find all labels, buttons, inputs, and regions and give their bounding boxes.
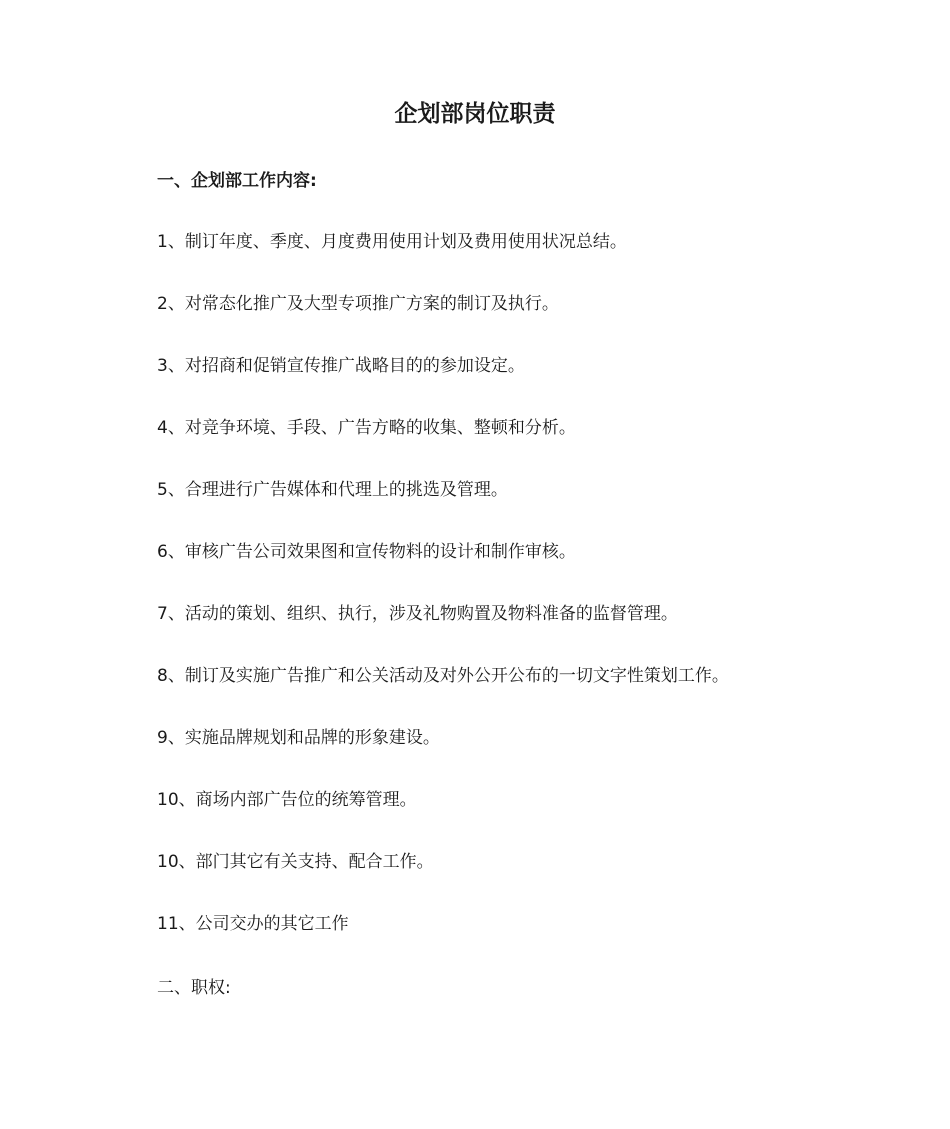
list-item: 4、对竞争环境、手段、广告方略的收集、整顿和分析。	[157, 418, 576, 438]
list-item: 10、部门其它有关支持、配合工作。	[157, 852, 434, 872]
list-item: 5、合理进行广告媒体和代理上的挑选及管理。	[157, 480, 508, 500]
list-item: 10、商场内部广告位的统筹管理。	[157, 790, 417, 810]
section-heading-work-content: 一、企划部工作内容:	[157, 171, 317, 191]
duty-list	[157, 229, 729, 973]
list-item: 9、实施品牌规划和品牌的形象建设。	[157, 728, 440, 748]
section-heading-authority: 二、职权:	[157, 978, 231, 998]
list-item: 3、对招商和促销宣传推广战略目的的参加设定。	[157, 356, 525, 376]
list-item: 6、审核广告公司效果图和宣传物料的设计和制作审核。	[157, 542, 576, 562]
list-item: 2、对常态化推广及大型专项推广方案的制订及执行。	[157, 294, 559, 314]
list-item: 11、公司交办的其它工作	[157, 914, 349, 934]
list-item: 1、制订年度、季度、月度费用使用计划及费用使用状况总结。	[157, 232, 627, 252]
list-item: 7、活动的策划、组织、执行，涉及礼物购置及物料准备的监督管理。	[157, 604, 678, 624]
document-title: 企划部岗位职责	[394, 101, 556, 127]
list-item: 8、制订及实施广告推广和公关活动及对外公开公布的一切文字性策划工作。	[157, 666, 729, 686]
